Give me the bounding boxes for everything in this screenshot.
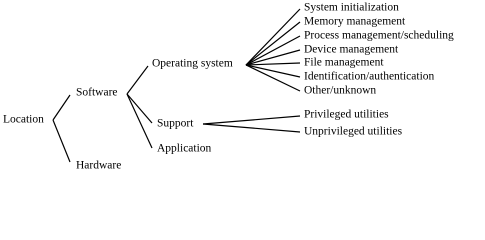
edge-support-privileged (203, 116, 300, 124)
node-hardware: Hardware (76, 159, 122, 172)
edge-location-software (53, 95, 70, 120)
edge-software-operating-system (127, 66, 148, 94)
edge-os-other-unknown (246, 65, 300, 91)
node-file-management: File management (304, 56, 384, 69)
node-application: Application (157, 142, 212, 155)
node-memory-management: Memory management (304, 15, 406, 28)
edge-support-unprivileged (203, 124, 300, 132)
edge-location-hardware (53, 120, 70, 162)
node-other-unknown: Other/unknown (304, 84, 377, 97)
node-system-initialization: System initialization (304, 1, 399, 14)
node-support: Support (157, 117, 194, 130)
node-process-management-scheduling: Process management/scheduling (304, 29, 454, 42)
node-operating-system: Operating system (152, 57, 233, 70)
edge-os-process-management (246, 36, 300, 65)
node-device-management: Device management (304, 43, 399, 56)
edge-software-support (127, 94, 152, 123)
node-privileged-utilities: Privileged utilities (304, 108, 389, 121)
node-location: Location (3, 113, 44, 126)
node-unprivileged-utilities: Unprivileged utilities (304, 125, 403, 138)
edge-os-identification (246, 65, 300, 77)
node-software: Software (76, 86, 118, 99)
edge-software-application (127, 94, 152, 148)
edge-os-memory-management (246, 22, 300, 65)
edge-os-system-initialization (246, 9, 300, 65)
node-identification-authentication: Identification/authentication (304, 70, 435, 83)
tree-edges (53, 9, 300, 162)
